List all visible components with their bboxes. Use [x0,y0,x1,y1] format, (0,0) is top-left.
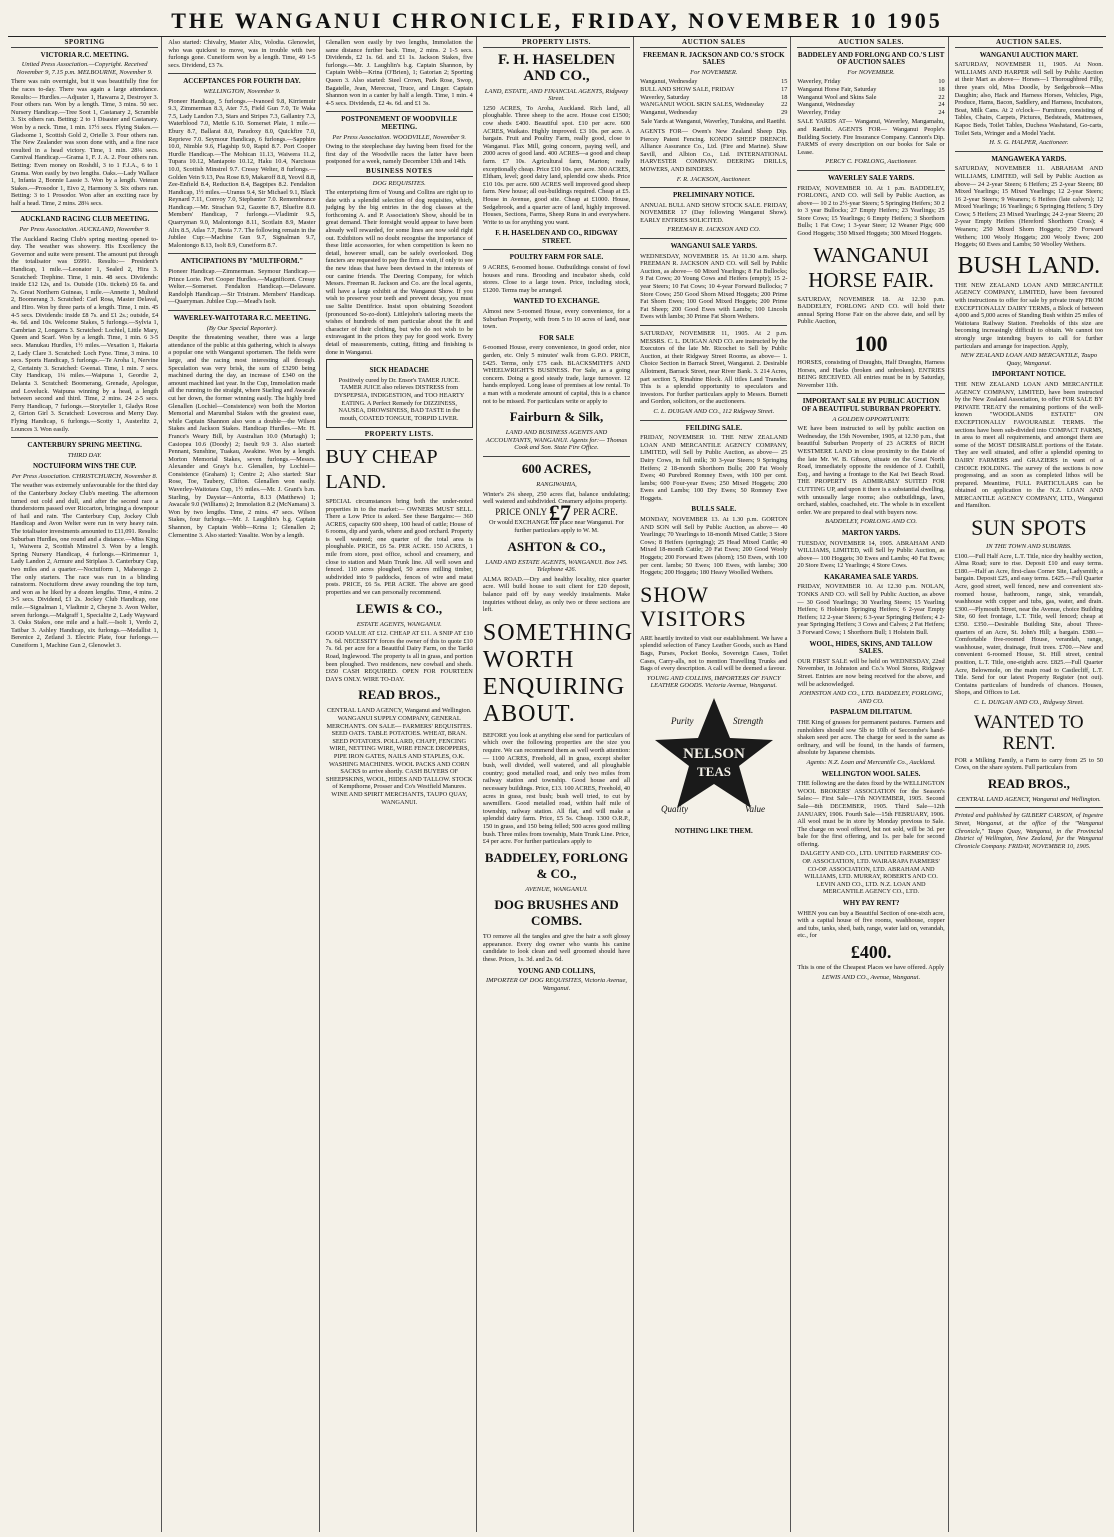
advert-title: DOG BRUSHES AND COMBS. [494,897,619,929]
advert-title: BUY CHEAP LAND. [325,445,437,493]
article-title: VICTORIA R.C. MEETING. [40,50,129,59]
advert-signature: YOUNG AND COLLINS, IMPORTERS OF FANCY LEATHER GOODS. Victoria Avenue, Wanganui. [646,674,781,690]
advert-body: FRIDAY, NOVEMBER 10. At 1 p.m. BADDELEY, FORLONG, AND CO. will Sell by Public Auction, as above— 10 2 to 2½-year Steers; 5 Springing Heifers; 30 2 to 3 year Bullocks; 27 Empty Heifers; 23 Yearlings; 25 Store Cows; 15 Yearlings; 6 Empty Heifers; 3 Shorthorn Bulls; 1 Fat Cow; 1 3-year Steer; 12 Weaner Pigs; 600 Good Hoggets; 350 Mixed Hoggets; 300 Mixed Hoggets. [797,184,945,238]
price-label: PRICE ONLY [495,506,547,517]
advert-title: IMPORTANT SALE BY PUBLIC AUCTION OF A BEAUTIFUL SUBURBAN PROPERTY. [801,397,941,413]
advert-body: WE have been instructed to sell by public auction on Wednesday, the 15th November, 1905, at 12.30 p.m., that beautiful Suburban Property of 23 ACRES of RICH WESTMERE LAND in close proximity to the Estate of the late Mr. W. B. Gibson, situate on the Great North Road, immediately opposite the residence of J. Cuthill, Esq., and having a frontage to the Kai Iwi Beach Road. THE PROPERTY IS ADMIRABLY SUITED FOR CUTTING UP, and upon it there is a substantial dwelling, with unusually large rooms; also outbuildings, lawn, orchard, stables, coachshed, etc. The whole is in excellent order. We are prepared to deal with buyers now. [797,425,945,516]
article-subheading: THIRD DAY. [67,451,102,459]
article-body: Glenallen won easily by two lengths, Immolation the same distance further back. Time, 2 mins. 2 1-5 secs. Dividends, £2 1s. 6d. and £1 1s. Jackson Stakes, five furlongs.—Mr. J. Laughlin's b.g. Captain Shannon, by Captain Webb—Krina (O'Brien), 1; Gatorian 2; Sporting Queen 3. Also started: Steel Crown, Park Rose, Swop, Bagatelle, Jean, Merecoat, Truce, and Linger. Captain Shannon won in a canter by half a length. Time, 1 min. 4 4-5 secs. Dividends, £2 4s. 6d. and £1 3s. [325,39,473,107]
column-property [480,37,634,1532]
divider [168,253,315,254]
divider [640,325,787,326]
divider [955,151,1103,152]
advert-body: £100.—Full Half Acre, L.T. Title, nice dry healthy section, Alma Road; sure to rise. Deposit £10 and easy terms. £180.—Half an Acre, first-class Corner Site, Ladysmith; a bargain. Deposit £25, and easy terms. £425.—Full Quarter Acre, good street, well fenced, new and convenient six-roomed house, bathroom, range, sink, verandah, washhouse with copper and tubs, gas, water, and drain. £300.—Plymouth Street, near the Avenue, choice Building Site, 60 feet frontage, L.T. Title, well fenced; cheap at £350. £350.—Desirable Building Site, about Three-quarters of an Acre, St. John's Hill; a bargain. £380.—Comfortable five-roomed House, verandah, range, washhouse, water, drainage, fruit trees. £700.—New and convenient 6-roomed House, St. Hill street, central position, L.T. Title, one-eighth acre. £825.—Full Quarter Acre, Belowmole, on the main road to Castlecliff, L.T. Title. Send for our latest Property Register (not out). Contains particulars of hundreds of chances. Houses, Shops, and Offices to Let. [954,552,1103,697]
divider [640,238,787,239]
advert-price: £400. [850,942,892,962]
advert-signature: Agents: N.Z. Loan and Mercantile Co., Auckland. [806,758,936,766]
article-dateline: United Press Association.—Copyright. Received November 9, 7.15 p.m. MELBOURNE, November 9. [16,61,153,76]
advert-headline: SUN SPOTS [971,515,1087,541]
advert-body: GOOD VALUE AT £12. CHEAP AT £11. A SNIP AT £10 7s. 6d. NECESSITY forces the owner of this to quote £10 7s. 6d. per acre for a Beautiful Dairy Farm, on the Tariki Road, Inglewood. The property is all in grass, and portion been ploughed. Two residences, new cowbail and sheds. £650 CASH REQUIRED. OPEN FOR FOURTEEN DAYS ONLY. WIRE TO-DAY. [325,630,473,683]
advert-title: WOOL, HIDES, SKINS, AND TALLOW SALES. [809,639,933,656]
advert-body: FRIDAY, NOVEMBER 10. THE NEW ZEALAND LOAN AND MERCANTILE AGENCY COMPANY, LIMITED, will Sell by Public Auction, as above— 25 Dairy Cows, in full milk; 30 3-year Steers; 9 Springing Heifers; 2 18-month Shorthorn Bulls; 200 Fat Wooly Ewes; 40 Purebred Romney Ewes, with 100 per cent. lambs; 600 Four-year Ewes; 250 Mixed Hoggets; 200 Ewes and Lambs; 100 Dry Ewes; 50 Romney Ewe Hoggets. [640,434,788,502]
list-item: Wanganui, Wednesday 29 [640,108,788,116]
advert-body: ARE heartily invited to visit our establishment. We have a splendid selection of Fancy Leather Goods, such as Hand Bags, Purses, Pocket Books, Sovereign Cases, Toilet Cases, Carry-alls, not to mention Travelling Trunks and Bags of every description. A call will be deemed a favour. [640,634,788,673]
article-body: Pioneer Handicap, 5 furlongs.—Ivanoed 9.8, Kirriemuir 9.3, Zimmerman 8.3, Ater 7.5, Field Gun 7.0, Te Waka 7.5, Lady Landon 7.3, Stars and Stripes 7.3, Gallantry 7.3, Waterblood 7.0, Mettle 6.10. Somerset Plate, 1 mile.—Ebury 8.7, Ballarat 8.0, Paradoxy 8.0, Quickfire 7.0, Reprieve 7.0. Seymour Handicap, 6 furlongs.—Sapphire 10.0, Nimble 9.6, Flagship 9.0, Rapid 8.7. Port Cooper Hurdle Handicap.—The Mohican 11.13, Waiwera 11.2, Tupara 10.12, Maniapoto 10.12, Haku 10.4, Narcissus 10.0, Scottish Minstrel 9.7. Cressy Welter, 8 furlongs.—Golden Vein 9.13, Pea Rose 8.9, Makaroff 8.8, Yeovil 8.8, Zee-Enfield 8.4, Reduction 8.4, Bagpipes 8.2. Fendalton Handicap, 1½ miles.—Uranus 9.4, Sir Michael 9.1, Black Reynard 7.11, Convoy 7.0, Stepbanter 7.0. Remembrance Handicap.—Mr. Strachan 9.2, Gazette 8.7, Bluefire 8.0. Members' Handicap, 7 furlongs.—Vladimir 9.5, Quarryman 9.0, Malontongo 8.11, Scotlain 8.9, Master Alix 8.5, Atlas 7.7, Besta 7.7. The following remain in the Jubilee Cup:—Machine Gun 9.7, Signalman 9.7, Malontongo 8.13, Isolt 8.9, Cuneiform 8.7. [168,97,316,249]
advert-title: ASHTON & CO., [507,538,606,554]
advert-title: WANGANUI SALE YARDS. [670,242,757,251]
list-item: Wanganui Wool and Skins Sale 22 [797,93,945,101]
advert-title: KAKARAMEA SALE YARDS. [824,572,918,581]
sale-dates-list [640,78,787,116]
article-title: POSTPONEMENT OF WOODVILLE MEETING. [341,115,458,131]
advert-body: SATURDAY, NOVEMBER 11, 1905. At 2 p.m. MESSRS. C. L. DUIGAN AND CO. are instructed by the Executors of the late Mr. Ricochet to Sell by Public Auction, at their Ridgway Street Rooms, as above— 1. Choice Section in Barrack Street, Wanganui. 2. Desirable Allotment, Barrack Street, near River Bank. 3. 214 Acres, part section 5, Rinahine Block. All titles Land Transfer. This is a splendid opportunity to speculators and investors. For further particulars apply to Messrs. Burnett and Gordon, solicitors, or the auctioneers. [640,330,788,406]
advert-body: 1250 ACRES, To Aroha, Auckland. Rich land, all ploughable. Three sheep to the acre. House cost £1500; cow sheds £400. Beautiful spot. £10 per acre. 600 ACRES, Waikato. Highly improved. £3 10s. per acre. A bargain. Fruit and Poultry Farm, really good, close to Wanganui. Flax Mill, going concern, paying well, and 2000 acres of good land. 400 ACRES—a good and cheap farm. £7 10s. Agricultural farm, Marton; really exceptionally cheap. Price £10 10s. per acre. 300 ACRES, Eltham, level; good dairy land, splendid cow sheds. Price £10 10s. per acre. 600 ACRES well improved good sheep farm. New house; all out-buildings required. Cheap at £5. House in Avenue, good site. Cheap at £1000. House, Sedgebrook, and a quarter acre of land, highly improved. Houses, Sections, Farms, Sheep Runs in and everywhere. Write to us for anything you want. [482,104,631,226]
advert-title: WANGANUI AUCTION MART. [979,50,1078,59]
advert-title: 600 ACRES, [521,460,592,476]
advert-body: TO remove all the tangles and give the hair a soft glossy appearance. Every dog owner who wants his canine candidate to look clean and well groomed should have these. Prices, 1s. 3d. and 2s. 6d. [482,933,631,964]
advert-subheading: RANGIWAHIA, [536,480,577,488]
advert-tagline: NOTHING LIKE THEM. [674,826,753,835]
section-heading: BUSINESS NOTES [326,168,473,177]
advert-title: Fairburn & Silk, [509,409,604,425]
advert-signature: NEW ZEALAND LOAN AND MERCANTILE, Taupo Quay, Wanganui. [960,352,1098,367]
advert-title: FOR SALE [539,333,574,342]
list-item: Wanganui, Wednesday 15 [640,78,788,86]
columns [8,37,1106,1532]
advert-body: Winter's 2¼ sheep, 250 acres flat, balance undulating; well watered and subdivided. Creamery adjoins property. [482,490,631,506]
advert-signature: C. L. DUIGAN AND CO., 112 Ridgway Street. [653,407,775,415]
advert-title: FREEMAN R. JACKSON AND CO.'S STOCK SALES [642,50,785,67]
advert-body: FRIDAY, NOVEMBER 10. At 12.30 p.m. NOLAN, TONKS AND CO. will Sell by Public Auction, as above— 30 Good Yearlings; 30 Yearling Steers; 15 Yearling Heifers; 6 Holstein Springing Heifers; 6 2-year Empty Heifers; 12 2-year Steers; 6 3-year Springing Heifers; 4 2-year Springing Heifers; 3 Cows and Calves; 2 Fat Heifers; 3 Forward Cows; 1 Shorthorn Bull; 1 Holstein Bull. [797,583,945,637]
tea-word: TEAS [696,763,731,779]
column-sporting [8,37,162,1532]
divider [955,807,1103,808]
article-dateline: Per Press Association. CHRISTCHURCH, November 8. [11,472,158,480]
advert-signature: READ BROS., [987,775,1070,791]
article-subheading: DOG REQUISITES. [372,179,426,187]
column-heading: PROPERTY LISTS. [483,39,630,48]
article-title: AUCKLAND RACING CLUB MEETING. [20,215,150,224]
advert-body: SATURDAY, NOVEMBER 11, 1905. At Noon. WILLIAMS AND HARPER will Sell by Public Auction at their Mart as above— Horses—1 Thoroughbred Filly, three years old, Miss Doodle, by Sedgebrook—Miss Daughin; also, Hack and Harness Horses, Vehicles, Pigs, Produce, Hams, Bacon, Saddlery, and Harness, Incubators, Boat, Milk Cans. At 2 o'clock— Furniture, consisting of Tables, Chairs, Carpets, Pictures, Bedsteads, Mattresses, Kapoc Beds, Toilet Tables, Duchess Washstand, Go-carts, Toilet Sets, Wringer and a Model Yacht. [954,61,1103,137]
article-dateline: Per Press Association. WOODVILLE, November 9. [332,133,466,141]
advert-signature: C. L. DUIGAN AND CO., Ridgway Street. [973,698,1084,706]
advert-title: FEILDING SALE. [685,423,742,432]
advert-body: ANNUAL BULL AND SHOW STOCK SALE. FRIDAY, NOVEMBER 17 (Day following Wanganui Show). EARLY ENTRIES SOLICITED. [640,201,788,224]
advert-subheading: CENTRAL LAND AGENCY, Wanganui and Wellington. [957,795,1101,803]
article-body: The enterprising firm of Young and Collins are right up to date with a splendid selection of dog requisites, which, judging by the big entries in the dog classes at the forthcoming A. and P. Association's Show, should be in great demand. Their foresight would appear to have been already well rewarded, for some lines are now sold right out. Exhibitors will no doubt recognise the importance of these little accessories, for when competition is keen no detail, however small, can be safely overlooked. Dog fanciers are requested to pay the firm a visit, if only to see the new ideas that have been devised in the interests of our canine friends. The Deering Company, for which Messrs. Freeman R. Jackson and Co. are the local agents, will have a large exhibit at the Wanganui Show. If you wish to preserve your teeth and prevent decay, you must use Salite Dentifrice. Insist upon obtaining Sozodont (pronounced So-zo-dont). Littlejohn's tailoring meets the wishes of hundreds of men particular about the fit and character of their clothing, but who do not wish to be extravagant in the prices they pay for good work. Every detail of measurements, cutting, fitting and finishing is done in Wanganui. [325,189,473,356]
advert-title: PRELIMINARY NOTICE. [673,191,755,200]
divider [797,170,944,171]
section-heading: PROPERTY LISTS. [326,431,473,440]
column-heading: SPORTING [11,39,158,48]
tea-brand: NELSON [682,745,745,762]
list-item: Waverley, Friday 24 [797,108,945,116]
advert-subheading: For NOVEMBER. [690,68,738,76]
advert-title: IMPORTANT NOTICE. [991,370,1066,379]
article-title: WAVERLEY-WAITOTARA R.C. MEETING. [173,314,311,322]
column-heading: AUCTION SALES [640,39,787,48]
divider [168,310,315,311]
advert-subheading: IN THE TOWN AND SUBURBS. [986,543,1072,551]
column-heading: AUCTION SALES. [955,39,1103,48]
advert-body: Almost new 5-roomed House, every convenience, for a Suburban Property, with from 5 to 10 acres of land, near town. [482,308,631,331]
advert-subheading: AVENUE, WANGANUI. [525,885,588,893]
advert-headline: BUSH LAND. [957,252,1101,279]
advert-title: F. H. HASELDEN AND CO., [498,51,615,84]
divider [11,211,158,212]
advert-title: BULLS SALE. [691,505,737,514]
advert-signature: LEWIS AND CO., Avenue, Wanganui. [822,973,921,981]
advert-body: Sale Yards at Wanganui, Waverley, Turakina, and Raetihi. [641,118,787,126]
article-title: ACCEPTANCES FOR FOURTH DAY. [183,77,301,86]
advert-headline: WANTED TO RENT. [974,711,1084,754]
advert-body: SPECIAL circumstances bring both the under-noted properties in to the market:— OWNERS MUST SELL. There a Low Price is asked. See these Bargains:— 360 ACRES, capacity 600 sheep, 100 head of cattle; House of 6 rooms, dip and yards, where and good orchard. Property is well watered; one quarter of the total area is ploughable. PRICE, £6 5s. PER ACRE. 150 ACRES, 1 mile from store, post office, school and creamery, and close to station and Main Trunk line. All well sown and fenced. 110 acres ploughed, 50 acres milling timber, subdivided into 9 paddocks, fences of wire and matai posts. PRICE, £6 5s. PER ACRE. The above are good properties and we can personally recommend. [325,497,473,597]
advert-subheading: A GOLDEN OPPORTUNITY. [832,415,910,423]
advert-body: THE NEW ZEALAND LOAN AND MERCANTILE AGENCY COMPANY, LIMITED, have been favoured with instructions to offer for sale by private treaty FROM EXCEPTIONALLY DAIRY TERMS, a Block of between 4,000 and 5,000 acres of Standing Bush within 25 miles of Waitotara Railway Station. Freeholds of this size are becoming increasingly difficult to obtain. We cannot too strongly urge intending buyers to call for further particulars and arrange for inspection. Apply, [954,281,1103,350]
list-item: Waverley, Saturday 18 [640,93,788,101]
advert-body: This is one of the Cheapest Places we have offered. Apply [797,964,945,971]
advert-signature: F. H. HASELDEN AND CO., RIDGWAY STREET. [495,229,618,245]
advert-signature: DALGETY AND CO., LTD. UNITED FARMERS' CO-OP. ASSOCIATION, LTD. WAIRARAPA FARMERS' CO-OP. ASSOCIATION, LTD. ABRAHAM AND WILLIAMS, LTD. MURRAY, ROBERTS AND CO. LEVIN AND CO., LTD. N.Z. LOAN AND MERCANTILE AGENCY CO., LTD. [800,850,942,896]
advert-body: HORSES, consisting of Draughts, Half Draughts, Harness Horses, and Hacks (broken and unbroken). ENTRIES BEING RECEIVED. All entries must be in by Saturday, November 11th. [797,359,945,389]
article-body: Owing to the steeplechase day having been fixed for the first day of the Woodville races the latter have been postponed for a week, namely December 13th and 14th. [325,143,473,166]
advert-body: THE NEW ZEALAND LOAN AND MERCANTILE AGENCY COMPANY, LIMITED, have been instructed by the New Zealand Association, to offer FOR SALE BY PRIVATE TREATY the remaining portions of the well-known "WOODLANDS ESTATE" ON EXCEPTIONALLY FAVOURABLE TERMS. The sections have been sub-divided into COMPACT FARMS, in area to meet all requirements, and amongst them are some of the MOST DESIRABLE portions of the Estate. They are well situated, and offer a splendid opening to DAIRY FARMERS and GRAZIERS in want of a CHOICE HOLDING. The survey of the sections is now progressing, and as soon as completed lithos will be prepared. Meantime, FULL PARTICULARS can be obtained on application to the N.Z. LOAN AND MERCANTILE AGENCY COMPANY, LTD., Wanganui and Hamilton. [954,380,1103,510]
advert-signature: H. S. G. HALPER, Auctioneer. [989,139,1069,147]
advert-title: PASPALUM DILITATUM. [830,708,912,717]
advert-headache [326,359,473,428]
advert-title: BADDELEY, FORLONG & CO., [484,849,629,881]
list-item: Wanganui, Wednesday 24 [797,101,945,109]
divider [483,249,630,250]
list-item: Wanganui Horse Fair, Saturday 18 [797,85,945,93]
advert-headline: SHOW VISITORS [640,581,747,631]
advert-title: READ BROS., [358,687,441,703]
advert-body: Or would EXCHANGE for place near Wanganui. For further particulars apply to W. M. [488,519,625,535]
tea-quality-word: Quality [660,803,688,814]
advert-signature: FREEMAN R. JACKSON AND CO. [667,226,761,234]
article-body: The Auckland Racing Club's spring meeting opened to-day. The weather was showery. His Excellency the Governor and suite were present. The amount put through the totalisator was £6991. Results:— President's Handicap, 1 mile.—Leonator 1, Sealed 2, Hira 3. Scratched: Trephine. Time, 1 min. 48 secs. Dividends: inside £12 12s, and 1s. Outside (10s. tickets) £6 6s. and 7s. Great Northern Guineas, 1 mile.—Annette 1, Multeid 2, Boomerang 3. Scratched: Carl Rosa, Master Delaval, and Hiro. Won by three parts of a length. Time, 1 min. 45 4-5 secs. Dividends: inside £8 7s. and £1 2s.; outside, £4 4s. 6d. and 10s. Welcome Stakes, 5 furlongs.—Sylvia 1, Cambrian 2, Longarra 3. Scratched: Lochiel, Little Mary, Queen and Scarf. Won by a length. Time, 1 min. 6 3-5 secs. Manukau Hurdles, 1½ miles.—Vexation 1, Hakaria 2, Lady Clare 3. Scratched: Loch Fyne. Time, 3 mins. 10 secs. Sports Handicap, 5 furlongs.—Te Aroha 1, Nervine 2, Certainty 3. Scratched: Gwenai. Time, 1 min. 7 secs. City Handicap, 1¼ miles.—Waipuna 1, Geordie 2, Delanta 3. Scratched: Boomerang, Grenade, Apologue, and Loveluck. Waipuna winning by a head, a length between second and third. Time, 2 mins. 24 2-5 secs. Ferry Handicap, 7 furlongs.—Storyteller 1, Gladys Rose 2, Girton Girl 3. Scratched: Lovecross and Merry Day. Flying Handicap, 6 furlongs.—Scotty 1, Austerlitz 2, Lounces 3. Won easily. [11,235,159,433]
list-item: Waverley, Friday 10 [797,78,945,86]
divider [483,456,630,457]
advert-body: 6-roomed House, every convenience, in good order, nice garden, etc. Only 5 minutes' walk from G.P.O. PRICE, £425. Terms, only £75 cash. BLACKSMITH'S AND WHEELWRIGHT'S BUSINESS. For Sale, as a going concern. Doing a good steady trade, large turnover. 12 hands employed. Long lease of premises at low rental. To a man with a moderate amount of capital, this is a chance not to be missed. For particulars write or apply to [482,344,631,405]
advert-body: ALMA ROAD.—Dry and healthy locality, nice quarter acre. Will build house to suit client for £20 deposit, balance paid off by easy weekly instalments. Make inquiries without delay, as only two or three sections are left. [482,575,631,614]
column-auction-sales-3 [952,37,1106,1532]
advert-body: THE King of grasses for permanent pastures. Farmers and runholders should sow 5lb to 10lb of Seccombe's hand-shaken seed per acre. The charge for seed is the same as ordinary, and will be found, in the hands of farmers, absolute by Japanese chemists. [797,718,945,757]
nelson-teas-star-logo [649,694,779,824]
divider [640,187,787,188]
horse-count: 100 [854,331,888,357]
advert-title: SICK HEADACHE [369,366,429,375]
article-body: The weather was extremely unfavourable for the third day of the Canterbury Jockey Club's meeting. The afternoon turned out cold and dull, and after the second race a thunderstorm passed over Riccarton, bringing a downpour of hail and rain. The Canterbury Cup, Jockey Club Handicap and Avon Welter were run in very heavy rain. The totalisator investments amounted to £11,091. Results: Suburban Hurdles, one round and a distance.—Miss King 1, Waiwera 2, Scottish Minstrel 3. Won by a length. Spring Nursery Handicap, 4 furlongs.—Kirimemur 1, Lady Landon 2, Armure and Striplass 3. Canterbury Cup, two miles and a quarter.—Noctuiform 1, Maheongo 2. The only starters. The race was run in a blinding rainstorm. Noctuiform drew away rounding the top turn, and won as he liked by a dozen lengths. Time, 4 mins. 2 3-5 secs. Dividend, £1 2s. Jockey Club Handicap, one mile.—Signalman 1, Vladimir 2, Cheyne 3. Avon Welter, seven furlongs.—Malgraff 1, Specialite 2, Lady Wayward 3. Oaks Stakes, one mile and a half.—Isolt 1, Verdo 2, Tatibar 3. Ashley Handicap, six furlongs.—Medallist 1, Berenice 2, Zetland 3. Electric Plate, four furlongs.—Cuneiform 1, Machine Gun 2, Glenowlet 3. [11,482,159,649]
advert-body: BEFORE you look at anything else send for particulars of which over the following properties are the size you require. We can recommend them as well worth attention:— 1100 ACRES, Freehold, all in grass, except shelter bush, well divided, well watered, and all ploughable country; good metalled road, and only two miles from railway station and township. Good house and all necessary buildings. Price, £13. 100 ACRES, Freehold, 40 acres in grass, rest bush; bush well tried, to cut by sawmillers. Good metalled road, within half mile of township, railway station. All flat, and will make a splendid dairy farm. Price, £5 5s. Cheap. 1300 O.R.P., 150 in grass, and 150 being felled; 500 acres good milling bush. Three miles from township, Main Trunk Line. Price, £4 per acre. For further particulars apply to [482,731,631,846]
column-racing [165,37,319,1532]
advert-headline: SOMETHING WORTH ENQUIRING ABOUT. [482,619,634,727]
divider [168,73,315,74]
advert-title: WAVERLEY SALE YARDS. [828,173,915,182]
advert-body: WHEN you can buy a Beautiful Section of one-sixth acre, with a capital house of five rooms, washhouse, copper and tubs, tanks, shed, bath, range, water laid on, verandah, etc., for [797,909,945,940]
advert-subheading: For NOVEMBER. [847,68,895,76]
list-item: WANGANUI WOOL SKIN SALES, Wednesday 22 [640,101,788,109]
advert-title: MANGAWEKA YARDS. [991,154,1067,163]
article-dateline: (By Our Special Reporter). [206,324,278,332]
divider [797,393,944,394]
advert-body: SATURDAY, NOVEMBER 18. At 12.30 p.m. BADDELEY, FORLONG AND CO. will hold their annual Spring Horse Fair on the above date, and sell by Public Auction, [797,295,945,326]
list-item: BULL AND SHOW SALE, FRIDAY 17 [640,85,788,93]
article-dateline: WELLINGTON, November 9. [203,87,281,95]
advert-title: BADDELEY AND FORLONG AND CO.'S LIST OF AUCTION SALES [797,50,945,67]
printers-imprint: Printed and published by GILBERT CARSON, of Ingestre Street, Wanganui, at the office of the "Wanganui Chronicle," Taupo Quay, Wanganui, in the Provincial District of Wellington, New Zealand, for the Wanganui Chronicle Company. FRIDAY, NOVEMBER 10, 1905. [954,812,1103,850]
advert-body: SATURDAY, NOVEMBER 11. ABRAHAM AND WILLIAMS, LIMITED, will Sell by Public Auction as above— 24 2-year Steers; 6 Heifers; 25 2-year Steers; 80 Mixed Yearlings; 15 Mixed Yearlings; 12 2-year Steers; 16 2-year Steers; 9 Weaners; 6 Heifers (late calvers); 12 Mixed Yearlings; 16 Yearlings; 6 Springing Heifers; 5 Dry Cows; 5 Heifers; 23 Mixed Yearlings; 24 2-year Steers; 20 2-year Empty Heifers (Hereford Shorthorn Cross); 4 Weaners; 250 Mixed Shorn Hoggets; 250 Forward Wethers; 100 Wooly Hoggets; 200 Wooly Ewes; 200 Hoggets; 60 Ewes and Lambs; 50 Woolley Wethers. [954,165,1103,249]
advert-body: 9 ACRES, 6-roomed house. Outbuildings consist of fowl houses and runs. Brooding and incubator sheds, cold stores. Close to a large town. Price, including stock, £1200. Terms may be arranged. [482,264,631,294]
advert-signature: BADDELEY, FORLONG AND CO. [825,518,918,526]
tea-strength-word: Strength [732,715,763,726]
tea-purity-word: Purity [670,715,694,726]
advert-headline: WANGANUI HORSE FAIR. [808,242,934,292]
advert-title: WHY PAY RENT? [842,899,900,908]
masthead: THE WANGANUI CHRONICLE, FRIDAY, NOVEMBER 10 1905 [8,6,1106,37]
column-auction-sales-1 [637,37,791,1532]
divider [640,420,787,421]
advert-body: CENTRAL LAND AGENCY, Wanganui and Wellington. WANGANUI SUPPLY COMPANY, GENERAL MERCHANTS. ON SALE— FARMERS' REQUISITES. SEED OATS. TABLE POTATOES. WHEAT, BRAN. SEED POTATOES. POLLARD, CHAFF, FENCING WIRE, NETTING WIRE, WIRE FENCE DROPPERS, PIPE IRON GATES, NAILS AND STAPLES, O.K. WASHING MACHINES. WOOL PACKS AND CORN SACKS to arrive shortly. CASH BUYERS OF SHEEPSKINS, WOOL, HIDES AND TALLOW. STOCK of Kempthorne, Prosser and Co's Westfield Manures. WINE AND SPIRIT MERCHANTS, TAUPO QUAY, WANGANUI. [325,707,473,806]
advert-title: LEWIS & CO., [356,600,443,616]
sale-dates-list [797,78,944,116]
divider [11,437,158,438]
advert-body: SALE YARDS AT— Wanganui, Waverley, Mangamahu, and Raetihi. AGENTS FOR— Wanganui People's Building Society. Fire Insurance Company. Cannon's Dip. FARMS of every description on our books for Sale or Lease. [797,118,945,156]
article-body: Pioneer Handicap.—Zimmerman. Seymour Handicap.—Prince Lorie. Port Cooper Hurdles.—Magnificent. Cressy Welter.—Somerset. Fendalton Handicap.—Delaware. Randolph Handicap.—Sir Tristram. Members' Handicap.—Quarryman. Jubilee Cup.—Mead's Isolt. [168,268,316,306]
article-subheading: NOCTUIFORM WINS THE CUP. [32,462,137,471]
price-amount: £7 [549,499,571,525]
article-body: There was rain overnight, but it was beautifully fine for the races to-day. There was again a large attendance. Results:— Hurdles.—Adjuster 1, Hawarra 2, Destroyer 3. Four others ran. Won by a length. Time, 3 mins. 50 sec. Nursery Handicap.—Tree Soot 1, Castanary 2, Scramble 3. Six others ran. Betting: 2 to 1 Disaster and Castanary. Won by a neck. Time, 1 min. 17½ secs. Flying Stakes.—Gladsome 1, Scottish Gold 2, Orielle 3. Four others ran. The New Zealander was soon done with, and a fine race resulted in a head victory. Time, 1 min. 28¼ secs. Carnival Handicap.—Grama 1, F. J. A. 2. Four others ran. Betting: Even money on Roshdil, 3 to 1 F.J.A., 6 to 1 Grama. Won easily by two lengths. Oaks.—Lady Wallace 1, Infanta 2, Bonnie Lassie 3. Won by a length. Veteran Stakes.—Prosodor 1, Eivo 2, Harmony 3. Six others ran. Betting: 3 to 1 Prosodor. Won after an exciting race by half a head. Time, 2 mins. 28¼ secs. [11,78,159,207]
advert-body: MONDAY, NOVEMBER 13. At 1.30 p.m. GORTON AND SON will Sell by Public Auction, as above— 40 Yearlings; 70 Yearlings to 18-month Mixed Cattle; 3 Store Cows; 8 Heifers (springing); 25 Head Mixed Cattle; 40 Mixed 18-month Cattle; 20 Fat Ewes; 200 Good Wooly Hoggets; 200 Forward Ewes (shorn); 150 Ewes, with 100 per cent. lambs; 50 Ewes; 100 Ewes, with lambs; 300 Hoggets; 200 Hoggets; 180 Heavy Woolled Wethers. [640,516,788,577]
advert-subheading: LAND AND ESTATE AGENTS, WANGANUI. Box 145. Telephone 426. [485,558,628,574]
advert-title: POULTRY FARM FOR SALE. [509,253,604,262]
advert-body: FOR a Milking Family, a Farm to carry from 25 to 50 Cows, on the share system. Full particulars from [954,756,1103,772]
advert-body: WEDNESDAY, NOVEMBER 15. At 11.30 a.m. sharp. FREEMAN R. JACKSON AND CO. will Sell by Public Auction, as above— 60 Mixed Yearlings; 8 Fat Bullocks; 9 Fat Cows; 20 Young Cows and Heifers (empty); 15 2-year Steers; 10 Fat Cows; 10 4-year Forward Bullocks; 7 Store Cows; 250 Good Shorn Mixed Hoggets; 200 Prime Fat Shorn Ewes; 100 Good Mixed Hoggets; 200 Prime Fat Sheep; 200 Good Ewes with Lambs; 100 Lincoln Ewes with lambs; 30 Prime Fat Shorn Wethers. [640,252,788,321]
column-heading: AUCTION SALES. [797,39,944,48]
divider [326,111,473,112]
advert-body: OUR FIRST SALE will be held on WEDNESDAY, 22nd November, in Johnston and Co.'s Wool Stores, Ridgway Street. Entries are now being received for the above, and will be acknowledged. [797,657,945,688]
column-business [323,37,477,1532]
advert-signature: PERCY C. FORLONG, Auctioneer. [825,158,917,166]
advert-subheading: ESTATE AGENTS, WANGANUI. [356,620,442,628]
advert-signature: YOUNG AND COLLINS, [517,966,596,975]
advert-body: AGENTS FOR— Owen's New Zealand Sheep Dip. Piercey Patent Fencing. KONDO SHEEP DRENCH. Alliance Assurance Co., Ltd. (Fire and Marine). Shaw Savill, and Albion Co., Ltd. INTERNATIONAL HARVESTER COMPANY. DEERING DRILLS, MOWERS, AND BINDERS. [640,127,788,173]
article-dateline: Per Press Association. AUCKLAND, November 9. [19,226,150,234]
column-auction-sales-2 [794,37,948,1532]
article-title: ANTICIPATIONS BY "MULTIFORM." [180,257,304,266]
tea-value-word: Value [744,803,765,814]
price-unit: PER ACRE. [573,506,618,517]
advert-subheading: LAND, ESTATE, AND FINANCIAL AGENTS, Ridgway Street. [484,87,629,103]
advert-body: Positively cured by Dr. Ensor's TAMER JUICE. TAMER JUICE also relieves DISTRESS from DYSPEPSIA, INDIGESTION, and TOO HEARTY EATING. A Perfect Remedy for DIZZINESS, NAUSEA, DROWSINESS, BAD TASTE in the mouth, COATED TONGUE, TORPID LIVER. [334,376,465,422]
price-line [483,499,630,525]
article-title: CANTERBURY SPRING MEETING. [27,441,142,450]
advert-signature: JOHNSTON AND CO., LTD. BADDELEY, FORLONG, AND CO. [798,690,944,705]
advert-body: THE following are the dates fixed by the WELLINGTON WOOL BROKERS' ASSOCIATION for the Season's Sales:— First Sale—17th NOVEMBER, 1905. Second Sale—8th DECEMBER, 1905. Third Sale—12th JANUARY, 1906. Fourth Sale—15th FEBRUARY, 1906. All wool must be in store by Monday previous to Sale. The charge on wool offered, but not sold, will be 3d. per bale for the first offering, and 1s. per bale for second offering. [797,780,945,848]
advert-title: MARTON YARDS. [841,528,901,537]
advert-body: TUESDAY, NOVEMBER 14, 1905. ABRAHAM AND WILLIAMS, LIMITED, will Sell by Public Auction, as above— 100 Hoggets; 30 Ewes and Lambs; 40 Fat Ewes; 20 Store Ewes; 12 Yearlings; 4 Store Cows. [797,539,945,570]
advert-signature: F. R. JACKSON, Auctioneer. [676,175,751,183]
article-body: Also started: Chivalry, Master Alix, Volodia. Glenowlet, who was quickest to move, was in trouble with two furlongs gone. Cuneiform won by a length. Time, 49 1-5 secs. Dividend, £3 7s. [168,39,316,69]
advert-subheading: LAND AND BUSINESS AGENTS AND ACCOUNTANTS, WANGANUI. Agents for:— Thomas Cook and Son. State Fire Office. [485,429,628,452]
article-body: Despite the threatening weather, there was a large attendance of the public at this gathering, which is always a popular one with Wanganui sportsmen. The fields were large, and the racing most interesting all through. Speculation was very brisk, the sum of £3290 being machined during the day, an increase of £340 on the amount machined last year. In the Cup, Immolation made all the running to the straight, where Starling and Awacale cut her down, the former winning easily. The highly bred Glenallen (Lochiel—Consistence) won both the Morton Memorial and Marumbal Stakes with the greatest ease, while Captain Shannon also won a double—the Wilson Stakes and Jackson Stakes. Handicap Hurdles.—Mr. H. France's Weary Bill, by Australian 10.0 (Murtagh) 1; Casiopea 10.6 (Doody) 2; Iseult 9.9 3. Also started: Pennant, Sunshine, Tuakau, Awakine. Won by a length. Morton Memorial Stakes, seven furlongs.—Messrs. Alexander and Gray's b.c. Glenallen, by Lochiel—Consistence (Graham) 1; Centre 2; Also started: Star Rose, Toe, Taubery, Clifton. Glenallen won easily. Waverley-Waitotara Cup, 1½ miles.—Mr. J. Grant's b.m. Starling, by Daystar—Antorria, 8.13 (Matthews) 1; Awacale 9.0 (Williams) 2; Immolation 8.2 (McNamara) 3. Won by two lengths. Time, 2 mins. 47 secs. Wilson Stakes, four furlongs.—Mr. J. Laughlin's b.g. Captain Shannon, by Captain Webb—Krina 1; Glenallen 2; Clementine 3. Also started: Yasalite. Won by a length. [168,334,316,539]
advert-title: WELLINGTON WOOL SALES. [821,769,921,778]
advert-subheading: IMPORTER OF DOG REQUISITES, Victoria Avenue, Wanganui. [485,977,628,992]
advert-title: WANTED TO EXCHANGE. [513,297,600,306]
